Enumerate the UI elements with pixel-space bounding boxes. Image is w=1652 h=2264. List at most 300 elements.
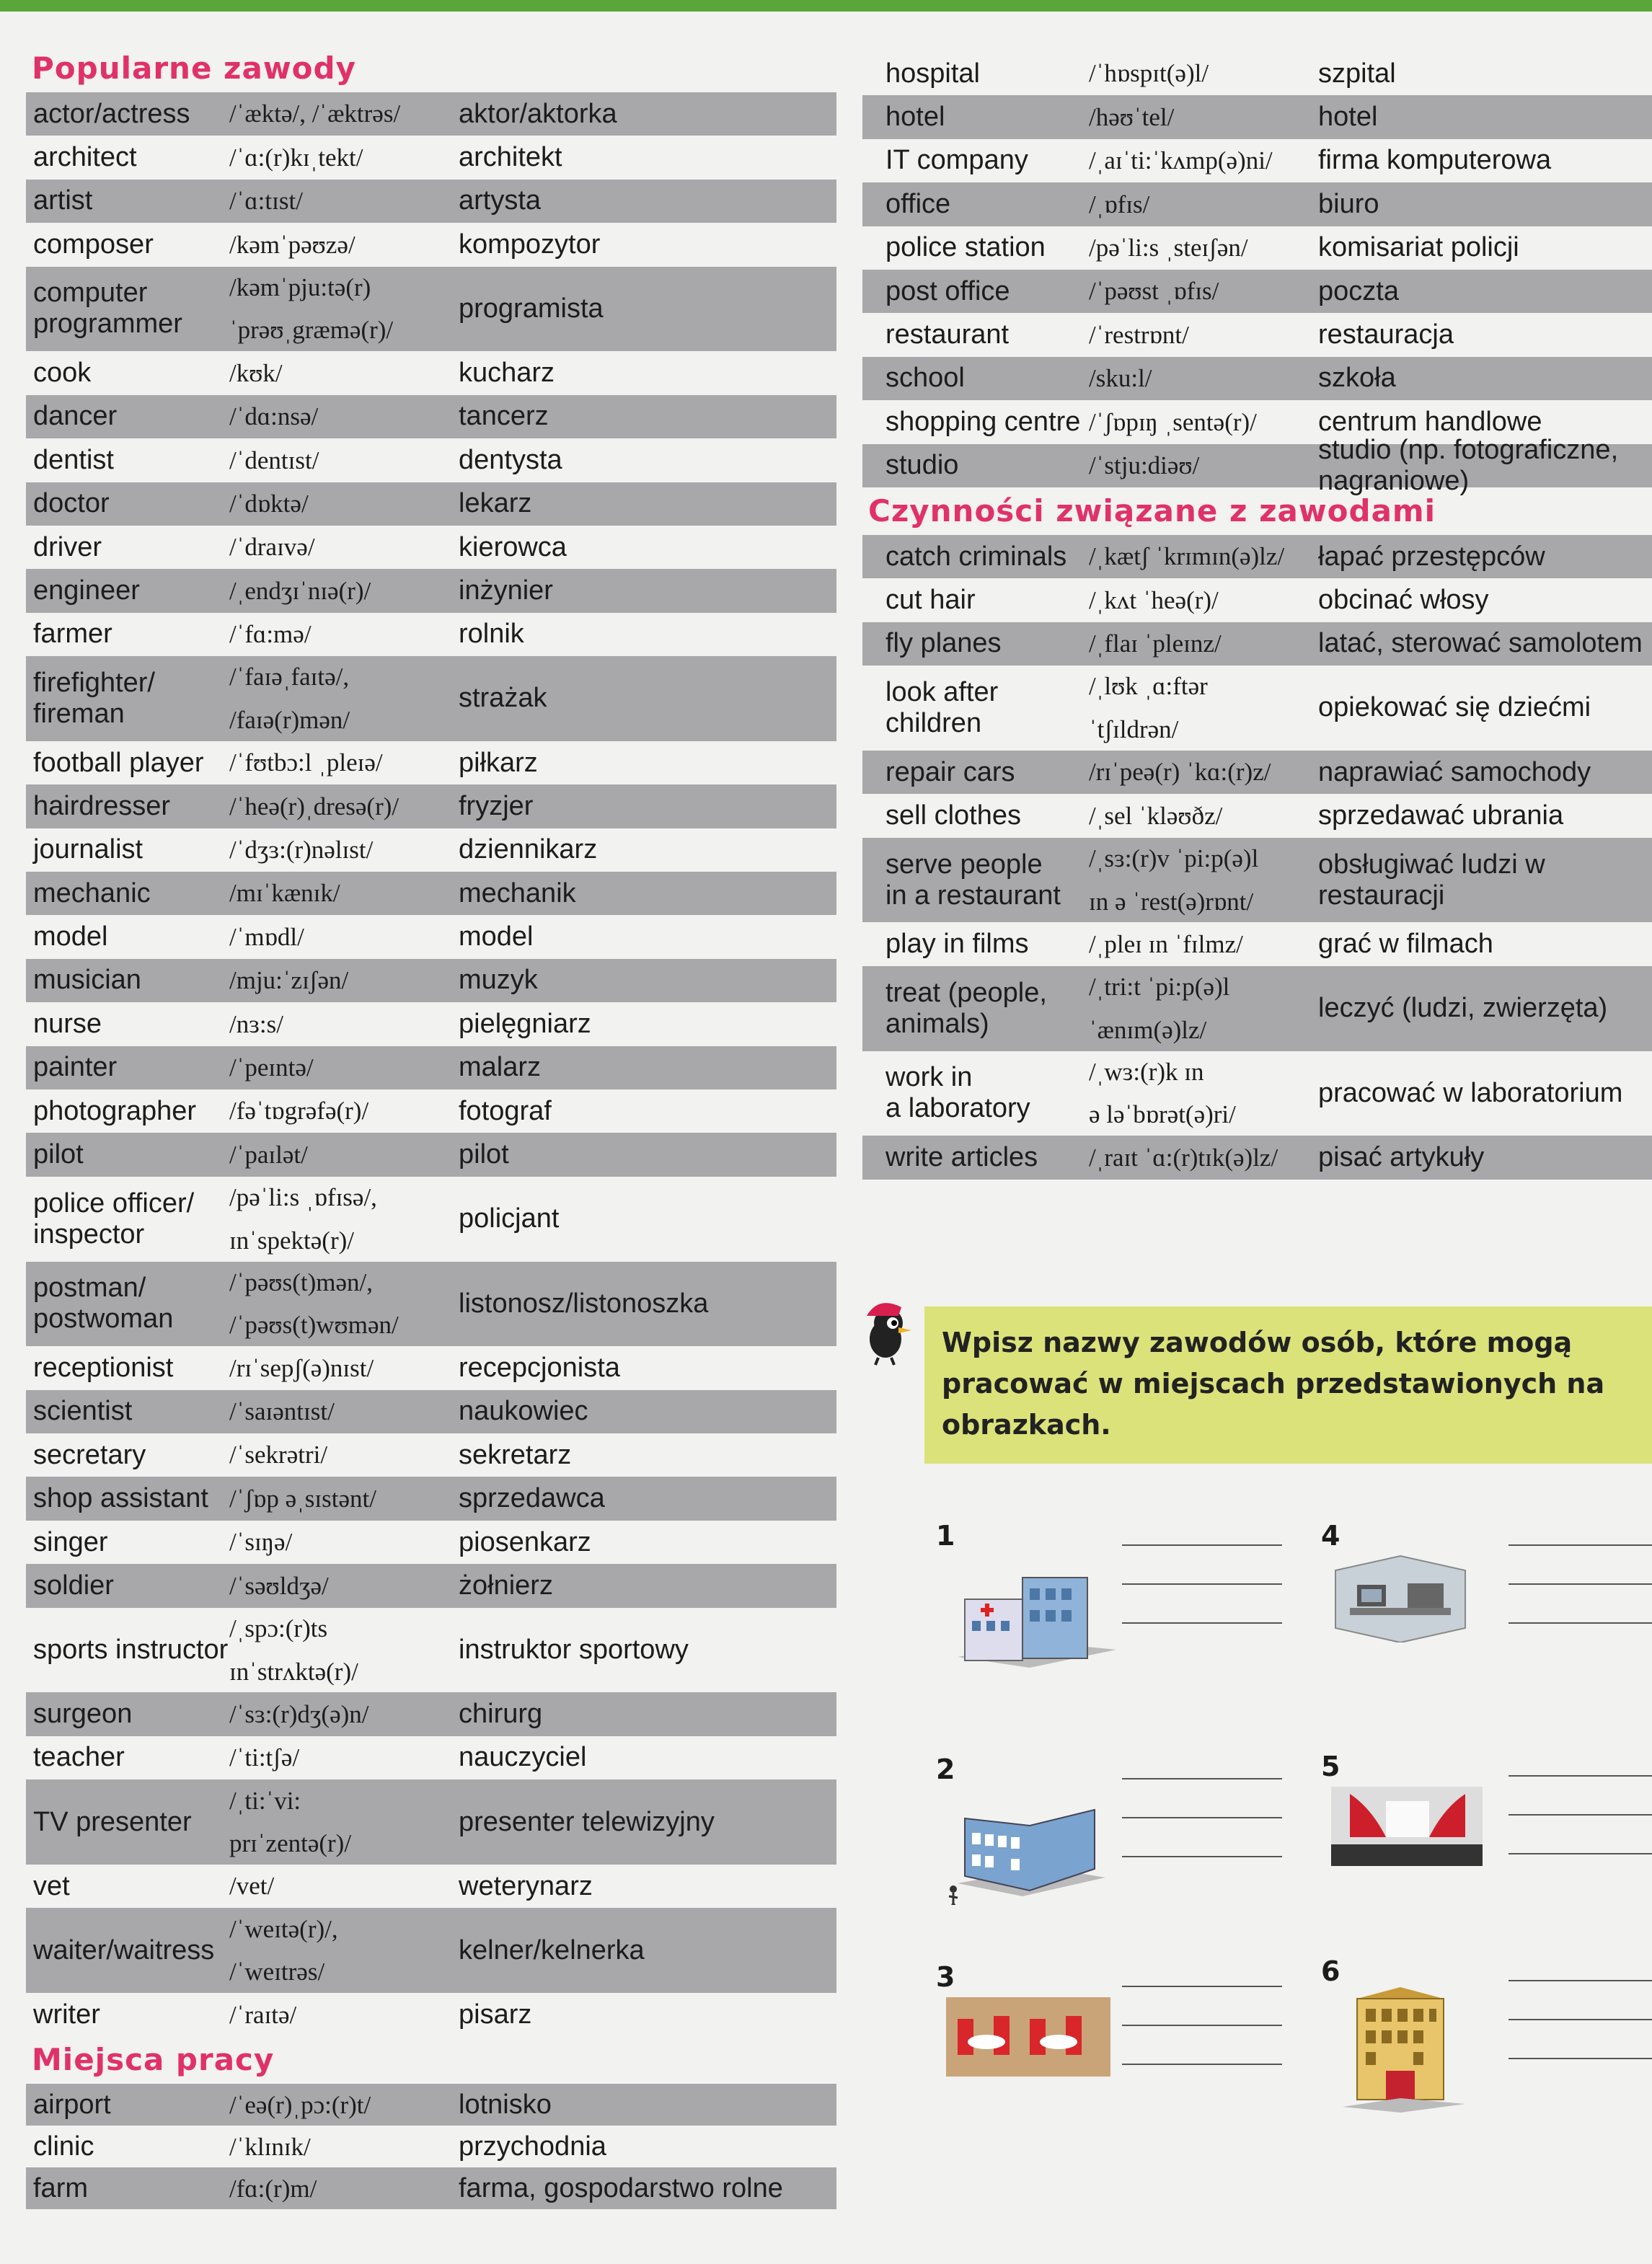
english-term [862, 450, 1089, 481]
phonetic-line: /kʊk/ [229, 358, 283, 387]
vocab-row [26, 1736, 836, 1779]
item-number: 1 [936, 1520, 955, 1552]
phonetic-line: /ˌaɪˈti:ˈkʌmp(ə)ni/ [1089, 146, 1273, 175]
phonetic-line: /ˌkʌt ˈheə(r)/ [1089, 585, 1219, 614]
phonetic-line: /ˌflaɪ ˈpleɪnz/ [1089, 629, 1222, 658]
polish-translation: żołnierz [459, 1570, 553, 1601]
answer-line[interactable] [1122, 2025, 1282, 2026]
polish-translation: firma komputerowa [1318, 145, 1552, 176]
polish-translation: studio (np. fotograficzne, nagraniowe) [1318, 434, 1619, 496]
answer-line[interactable] [1509, 2019, 1652, 2020]
hotel-icon [1328, 1984, 1472, 2114]
phonetic-transcription [229, 655, 459, 741]
phonetic-line: /ˈweɪtrəs/ [229, 1958, 325, 1986]
english-term-line: dancer [33, 401, 118, 432]
polish-translation: presenter telewizyjny [459, 1806, 715, 1837]
english-term [26, 965, 229, 996]
vocab-row [26, 351, 836, 394]
polish-translation: obsługiwać ludzi w restauracji [1318, 849, 1545, 911]
polish-translation: przychodnia [459, 2131, 606, 2162]
phonetic-transcription [1089, 52, 1318, 95]
english-term-line: vet [33, 1870, 70, 1901]
vocab-row [26, 482, 836, 526]
phonetic-line: /ˈpəʊst ˌɒfɪs/ [1089, 277, 1219, 306]
vocab-row [862, 313, 1652, 356]
english-term [862, 1062, 1089, 1124]
vocab-row [26, 395, 836, 438]
english-term-line: in a restaurant [885, 880, 1061, 911]
phonetic-transcription [229, 224, 459, 267]
vocab-row [862, 182, 1652, 226]
english-term [26, 1396, 229, 1427]
english-term [26, 2173, 229, 2204]
phonetic-line: /ˈɑ:(r)kɪˌtekt/ [229, 143, 363, 172]
phonetic-line: /ˌsɜ:(r)v ˈpi:p(ə)l [1089, 844, 1259, 873]
english-term [862, 585, 1089, 616]
english-term [26, 99, 229, 130]
phonetic-line: /fəˈtɒgrəfə(r)/ [229, 1097, 369, 1126]
vocab-row [862, 838, 1652, 923]
phonetic-transcription [1089, 751, 1318, 794]
polish-translation: kompozytor [459, 229, 601, 260]
english-term-line: singer [33, 1526, 108, 1557]
polish-translation: tancerz [459, 401, 549, 432]
phonetic-line: /mju:ˈzɪʃən/ [229, 966, 349, 995]
phonetic-line: /ˈpeɪntə/ [229, 1053, 314, 1082]
phonetic-line: /ˈdʒɜ:(r)nəlɪst/ [229, 836, 374, 865]
english-term [862, 276, 1089, 307]
english-term [862, 929, 1089, 960]
english-term [26, 1999, 229, 2030]
vocab-row [862, 139, 1652, 182]
phonetic-transcription [229, 2084, 459, 2127]
polish-translation: opiekować się dziećmi [1318, 692, 1591, 723]
phonetic-transcription [1089, 357, 1318, 400]
answer-line[interactable] [1122, 1986, 1282, 1987]
phonetic-transcription [229, 1133, 459, 1177]
polish-translation: chirurg [459, 1699, 543, 1730]
english-term-line: hotel [885, 102, 945, 133]
english-term [862, 541, 1089, 572]
phonetic-transcription [1089, 579, 1318, 622]
vocab-row [862, 52, 1652, 95]
polish-translation: pracować w laboratorium [1318, 1077, 1623, 1108]
phonetic-line: /ˈdentɪst/ [229, 446, 319, 474]
phonetic-line: /kəmˈpəʊzə/ [229, 230, 355, 259]
english-term-line: cut hair [885, 584, 976, 615]
polish-translation: biuro [1318, 188, 1379, 219]
places-heading: Miejsca pracy [32, 2042, 275, 2078]
phonetic-line: /rɪˈsepʃ(ə)nɪst/ [229, 1353, 374, 1382]
polish-translation: model [459, 921, 534, 952]
english-term [26, 1440, 229, 1471]
polish-translation: malarz [459, 1052, 542, 1083]
english-term-line: soldier [33, 1570, 114, 1601]
item-number: 5 [1321, 1751, 1340, 1782]
phonetic-transcription [229, 266, 459, 352]
vocab-row [862, 270, 1652, 313]
english-term-line: driver [33, 531, 102, 562]
english-term-line: farmer [33, 619, 112, 650]
phonetic-transcription [229, 1736, 459, 1779]
answer-line[interactable] [1509, 1980, 1652, 1981]
vocab-row [862, 751, 1652, 794]
english-term [862, 58, 1089, 89]
english-term-line: inspector [33, 1219, 145, 1250]
vocab-row [26, 267, 836, 352]
phonetic-line: /ˌpleɪ ɪn ˈfɪlmz/ [1089, 929, 1243, 958]
school-icon [943, 1782, 1116, 1905]
phonetic-line: /ˈmɒdl/ [229, 922, 304, 951]
english-term-line: model [33, 921, 108, 952]
item-number: 4 [1321, 1520, 1340, 1552]
english-term-line: journalist [33, 834, 143, 865]
vocab-row [26, 1908, 836, 1993]
vocab-row [26, 784, 836, 828]
english-term [26, 1871, 229, 1902]
phonetic-transcription [1089, 1051, 1318, 1136]
phonetic-transcription [229, 1521, 459, 1564]
english-term [862, 145, 1089, 176]
vocab-row [26, 2167, 836, 2209]
english-term-line: clinic [33, 2131, 94, 2162]
phonetic-line: ˈtʃɪldrən/ [1089, 715, 1179, 743]
polish-translation: szkoła [1318, 363, 1396, 394]
english-term [26, 1188, 229, 1250]
polish-translation: nauczyciel [459, 1742, 587, 1773]
english-term [862, 102, 1089, 133]
phonetic-transcription [229, 1994, 459, 2037]
phonetic-transcription [229, 1908, 459, 1994]
polish-translation: mechanik [459, 877, 576, 908]
phonetic-line: /fɑ:(r)m/ [229, 2174, 317, 2203]
polish-translation: fryzjer [459, 790, 534, 821]
answer-line[interactable] [1122, 2064, 1282, 2065]
answer-line[interactable] [1509, 1544, 1652, 1546]
vocab-row [26, 1993, 836, 2036]
phonetic-transcription [1089, 139, 1318, 182]
english-term [26, 2090, 229, 2121]
phonetic-transcription [1089, 226, 1318, 270]
polish-translation: dentysta [459, 444, 562, 475]
polish-translation: restauracja [1318, 319, 1454, 350]
phonetic-line: ɪnˈspektə(r)/ [229, 1226, 354, 1255]
english-term [862, 319, 1089, 350]
vocab-row [26, 1433, 836, 1477]
vocab-row [26, 2084, 836, 2126]
phonetic-transcription [1089, 795, 1318, 838]
polish-translation: centrum handlowe [1318, 406, 1542, 437]
english-term-line: repair cars [885, 756, 1015, 787]
vocab-row [862, 794, 1652, 837]
polish-translation: farma, gospodarstwo rolne [459, 2172, 783, 2203]
phonetic-transcription [229, 1865, 459, 1908]
phonetic-transcription [229, 613, 459, 656]
phonetic-transcription [229, 1046, 459, 1089]
english-term [26, 1052, 229, 1083]
english-term-line: play in films [885, 929, 1029, 960]
jobs-table [26, 92, 836, 2036]
english-term [862, 978, 1089, 1040]
vocab-row [26, 223, 836, 266]
vocab-row [26, 1521, 836, 1564]
english-term [26, 401, 229, 432]
english-term [26, 878, 229, 909]
english-term-line: waiter/waitress [33, 1934, 215, 1965]
english-term [26, 1742, 229, 1773]
phonetic-transcription [1089, 1136, 1318, 1180]
polish-translation: sprzedawca [459, 1483, 605, 1514]
vocab-row [26, 1133, 836, 1176]
places-table-left [26, 2084, 836, 2209]
english-term-line: post office [885, 275, 1010, 306]
vocab-row [26, 136, 836, 179]
vocab-row [26, 1002, 836, 1045]
phonetic-transcription [229, 1565, 459, 1608]
phonetic-transcription [1089, 665, 1318, 751]
vocab-row [862, 666, 1652, 751]
vocab-row [26, 872, 836, 915]
polish-translation: weterynarz [459, 1870, 593, 1901]
english-term-line: hospital [885, 58, 980, 89]
english-term-line: teacher [33, 1742, 125, 1773]
english-term-line: IT company [885, 145, 1028, 176]
vocab-row [26, 959, 836, 1002]
phonetic-transcription [229, 482, 459, 526]
vocab-row [26, 1046, 836, 1089]
polish-translation: recepcjonista [459, 1352, 620, 1383]
english-term [26, 575, 229, 606]
polish-translation: fotograf [459, 1095, 552, 1126]
vocab-row [26, 1779, 836, 1865]
phonetic-transcription [1089, 96, 1318, 139]
phonetic-line: /ˈsəʊldʒə/ [229, 1571, 329, 1600]
english-term-line: write articles [885, 1142, 1038, 1172]
english-term [862, 757, 1089, 788]
vocab-row [862, 578, 1652, 622]
phonetic-transcription [229, 526, 459, 569]
phonetic-transcription [229, 1607, 459, 1693]
phonetic-line: /ˈraɪtə/ [229, 2000, 297, 2029]
polish-translation: łapać przestępców [1318, 541, 1545, 572]
hospital-icon [943, 1549, 1116, 1671]
english-term-line: engineer [33, 575, 140, 606]
answer-line[interactable] [1122, 1622, 1282, 1624]
english-term [26, 1635, 229, 1666]
phonetic-transcription [229, 352, 459, 395]
phonetic-transcription [229, 916, 459, 959]
polish-translation: kierowca [459, 531, 567, 562]
english-term-line: studio [885, 450, 959, 481]
polish-translation: leczyć (ludzi, zwierzęta) [1318, 993, 1608, 1024]
answer-line[interactable] [1509, 2058, 1652, 2059]
english-term-line: cook [33, 358, 92, 389]
phonetic-line: /kəmˈpju:tə(r) [229, 273, 371, 301]
english-term [26, 921, 229, 952]
polish-translation: strażak [459, 683, 547, 714]
phonetic-line: /ˈrestrɒnt/ [1089, 320, 1189, 349]
english-term-line: TV presenter [33, 1806, 192, 1837]
phonetic-line: /ˈʃɒp əˌsɪstənt/ [229, 1484, 376, 1513]
vocab-row [862, 1136, 1652, 1179]
polish-translation: kucharz [459, 358, 555, 389]
vocab-row [26, 180, 836, 223]
vocab-row [862, 434, 1652, 496]
english-term-line: restaurant [885, 319, 1010, 350]
bird-mascot-icon [857, 1294, 917, 1366]
phonetic-line: /ˌsel ˈkləʊðz/ [1089, 801, 1223, 830]
english-term [26, 1935, 229, 1966]
english-term-line: school [885, 363, 965, 394]
english-term [26, 185, 229, 216]
polish-translation: listonosz/listonoszka [459, 1288, 709, 1319]
phonetic-line: /ˌraɪt ˈɑ:(r)tɪk(ə)lz/ [1089, 1143, 1278, 1172]
restaurant-icon [943, 1990, 1116, 2084]
polish-translation: kelner/kelnerka [459, 1934, 645, 1965]
english-term-line: composer [33, 229, 154, 260]
phonetic-line: /ˌspɔ:(r)ts [229, 1614, 328, 1642]
phonetic-line: /ˌtri:t ˈpi:p(ə)l [1089, 973, 1230, 1001]
polish-translation: latać, sterować samolotem [1318, 628, 1643, 659]
english-term-line: postwoman [33, 1304, 174, 1335]
phonetic-line: /ˈeə(r)ˌpɔ:(r)t/ [229, 2090, 371, 2119]
polish-translation: programista [459, 293, 604, 324]
vocab-row [26, 2126, 836, 2167]
phonetic-transcription [229, 1693, 459, 1736]
english-term [862, 189, 1089, 220]
answer-line[interactable] [1122, 1544, 1282, 1546]
english-term [26, 1807, 229, 1838]
english-term [26, 668, 229, 730]
exercise-instruction: Wpisz nazwy zawodów osób, które mogą pracować w miejscach przedstawionych na obrazkach. [924, 1306, 1652, 1464]
polish-translation: rolnik [459, 619, 524, 650]
english-term [26, 278, 229, 340]
english-term-line: shopping centre [885, 406, 1081, 437]
polish-translation: grać w filmach [1318, 929, 1493, 960]
phonetic-line: ˈprəʊˌgræmə(r)/ [229, 316, 394, 345]
activities-table [862, 535, 1652, 1180]
vocab-row [26, 1177, 836, 1262]
english-term-line: receptionist [33, 1352, 174, 1383]
english-term-line: look after [885, 676, 999, 707]
left-column [26, 45, 836, 2209]
phonetic-line: /ˌendʒɪˈnɪə(r)/ [229, 576, 371, 605]
answer-line[interactable] [1122, 1778, 1282, 1779]
polish-translation: szpital [1318, 58, 1396, 89]
english-term [26, 445, 229, 476]
polish-translation: artysta [459, 185, 542, 216]
english-term-line: mechanic [33, 877, 151, 908]
phonetic-transcription [229, 1779, 459, 1865]
phonetic-transcription [1089, 444, 1318, 487]
phonetic-transcription [1089, 837, 1318, 923]
english-term-line: postman/ [33, 1273, 146, 1304]
english-term-line: scientist [33, 1396, 133, 1427]
english-term [26, 1570, 229, 1601]
phonetic-transcription [229, 1477, 459, 1521]
vocab-row [26, 741, 836, 784]
answer-line[interactable] [1509, 1583, 1652, 1585]
vocab-row [862, 922, 1652, 965]
phonetic-line: /pəˈli:s ˌɒfɪsə/, [229, 1183, 377, 1212]
english-term-line: architect [33, 142, 137, 173]
answer-line[interactable] [1122, 1856, 1282, 1857]
polish-translation: naprawiać samochody [1318, 756, 1591, 787]
phonetic-line: /ˈfɑ:mə/ [229, 620, 312, 649]
phonetic-transcription [229, 180, 459, 223]
phonetic-line: /nɜ:s/ [229, 1009, 283, 1038]
english-term [26, 532, 229, 563]
theatre-icon [1328, 1779, 1487, 1873]
polish-translation: komisariat policji [1318, 232, 1519, 263]
english-term-line: nurse [33, 1008, 102, 1039]
phonetic-transcription [229, 828, 459, 872]
english-term-line: work in [885, 1062, 973, 1093]
english-term-line: artist [33, 185, 93, 216]
english-term [26, 619, 229, 650]
english-term [862, 407, 1089, 438]
polish-translation: poczta [1318, 275, 1399, 306]
answer-line[interactable] [1509, 1775, 1652, 1777]
vocab-row [26, 1390, 836, 1433]
english-term [26, 834, 229, 865]
phonetic-line: /ˈsɜ:(r)dʒ(ə)n/ [229, 1699, 369, 1728]
english-term-line: treat (people, [885, 977, 1047, 1008]
phonetic-transcription [229, 2126, 459, 2169]
english-term-line: police officer/ [33, 1188, 195, 1219]
answer-line[interactable] [1509, 1853, 1652, 1854]
phonetic-transcription [1089, 923, 1318, 966]
vocab-row [26, 1692, 836, 1735]
phonetic-line: /ˈstju:diəʊ/ [1089, 451, 1200, 479]
english-term [862, 628, 1089, 659]
vocab-row [26, 828, 836, 872]
phonetic-line: /ˈpəʊs(t)wʊmən/ [229, 1311, 399, 1340]
vocab-row [26, 526, 836, 569]
english-term [26, 1483, 229, 1514]
phonetic-transcription [229, 1089, 459, 1133]
vocab-row [26, 1346, 836, 1389]
english-term [26, 229, 229, 260]
english-term-line: sports instructor [33, 1634, 229, 1665]
english-term-line: firefighter/ [33, 667, 155, 698]
english-term-line: computer [33, 278, 148, 309]
phonetic-line: ˈænɪm(ə)lz/ [1089, 1015, 1207, 1044]
answer-line[interactable] [1122, 1817, 1282, 1818]
english-term [26, 791, 229, 822]
phonetic-transcription [229, 741, 459, 784]
vocab-row [862, 966, 1652, 1051]
phonetic-line: /ˈdɑ:nsə/ [229, 402, 319, 431]
vocab-row [26, 1564, 836, 1607]
phonetic-line: /ˈhɒspɪt(ə)l/ [1089, 59, 1209, 88]
phonetic-transcription [1089, 183, 1318, 226]
answer-line[interactable] [1509, 1814, 1652, 1816]
polish-translation: inżynier [459, 575, 553, 606]
polish-translation: piosenkarz [459, 1526, 591, 1557]
phonetic-line: /ˈklɪnɪk/ [229, 2132, 311, 2161]
phonetic-transcription [229, 1390, 459, 1433]
phonetic-transcription [229, 1347, 459, 1390]
answer-line[interactable] [1509, 1622, 1652, 1624]
vocab-row [26, 613, 836, 656]
phonetic-line: /ˈsaɪəntɪst/ [229, 1397, 335, 1426]
polish-translation: muzyk [459, 965, 538, 996]
phonetic-line: /həʊˈtel/ [1089, 102, 1175, 131]
phonetic-line: /ˈsekrətri/ [229, 1441, 328, 1469]
answer-line[interactable] [1122, 1583, 1282, 1585]
phonetic-line: /ˈsɪŋə/ [229, 1528, 293, 1557]
